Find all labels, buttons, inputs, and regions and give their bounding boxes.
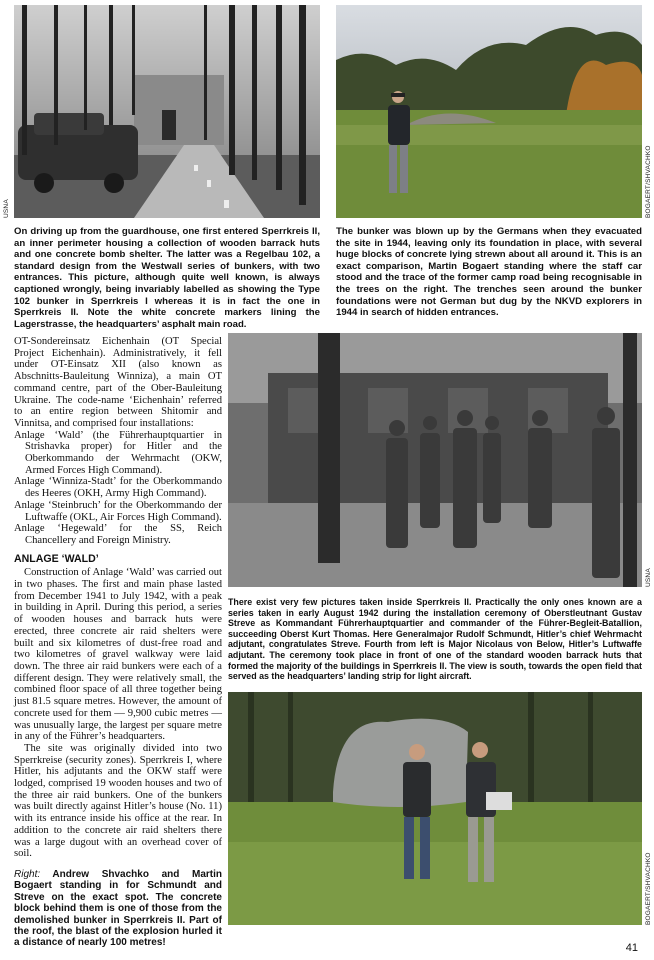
comparison-photo-graphic bbox=[228, 692, 642, 925]
photo-credit: BOGAERT/SHVACHKO bbox=[645, 852, 652, 925]
photo-credit: USNA bbox=[645, 568, 652, 587]
caption-top-right: The bunker was blown up by the Germans when they evacuated the site in 1944, leaving only its foundation in place, with several huge blocks of concrete lying strewn about all around it. This is an exact comparison, Martin Bogaert standing where the staff car stood and the trace of the former camp road being recognisable in the trees on the right. The trenches seen around the bunker foundations were not German but dug by the NKVD explorers in 1944 in search of hidden entrances. bbox=[336, 226, 642, 319]
installation-item: Anlage ‘Wald’ (the Führerhauptquartier in Strishavka proper) for Hitler and the Oberkommando der Wehrmacht (OKW, Armed Forces High Command). bbox=[14, 429, 222, 476]
caption-top-left: On driving up from the guardhouse, one first entered Sperrkreis II, an inner perimeter housing a collection of wooden barrack huts and one concrete bomb shelter. The latter was a Regelbau 102, a standard design from the Westwall series of bunkers, with two entrances. This picture, although quite well known, is always captioned wrongly, being invariably labelled as showing the Type 102 bunker in Sperrkreis I whereas it is in fact the one in Sperrkreis II. Note the white concrete markers lining the Lagerstrasse, the headquarters’ asphalt main road. bbox=[14, 226, 320, 330]
page-number: 41 bbox=[625, 942, 638, 954]
installation-item: Anlage ‘Hegewald’ for the SS, Reich Chancellery and Foreign Ministry. bbox=[14, 523, 222, 546]
body-column bbox=[14, 336, 222, 949]
caption-right bbox=[14, 869, 222, 949]
caption-right-label: Right: bbox=[14, 868, 41, 880]
bunker-today-graphic bbox=[336, 5, 642, 218]
photo-bunker-today bbox=[336, 5, 642, 218]
section-heading: ANLAGE ‘WALD’ bbox=[14, 552, 99, 565]
installation-item: Anlage ‘Steinbruch’ for the Oberkommando der Luftwaffe (OKL, Air Forces High Command). bbox=[14, 499, 222, 523]
photo-ceremony-1942 bbox=[228, 333, 642, 587]
body-paragraph: The site was originally divided into two Sperrkreise (security zones). Sperrkreis I, where Hitler, his adjutants and the OKW staff were lodged, comprised 19 wooden houses and two of the three air raid bunkers. One of the bunkers was built directly against Hitler’s house (No. 11) with its entrance inside his office at the rear. In addition to the concrete air raid shelters there was a large dugout with an overhead cover of soil. bbox=[14, 742, 222, 860]
caption-middle: There exist very few pictures taken inside Sperrkreis II. Practically the only ones known are a series taken in early August 1942 during the installation ceremony of Oberstleutnant Gustav Streve as Kommandant Führerhauptquartier and commander of the Führer-Begleit-Batallion, succeeding Oberst Kurt Thomas. Here Generalmajor Rudolf Schmundt, Hitler’s chief Wehrmacht adjutant, congratulates Streve. Fourth from left is Major Nicolaus von Below, Hitler’s Luftwaffe adjutant. The ceremony took place in front of one of the standard wooden barrack huts that formed the majority of the buildings in Sperrkreis II. The view is south, towards the open field that served as the headquarters’ landing strip for light aircraft. bbox=[228, 597, 642, 682]
ceremony-photo-graphic bbox=[228, 333, 642, 587]
bunker-photo-graphic bbox=[14, 5, 320, 218]
intro-paragraph: OT-Sondereinsatz Eichenhain (OT Special Project Eichenhain). Administratively, it fell under OT-Einsatz XII (also known as Abschnitts-Bauleitung Winniza), a main OT command centre, part of the Ober-Bauleitung Ukraine. The code-name ‘Eichenhain’ referred to an entire region between Shitomir and Vinnitsa, and comprised four installations: bbox=[14, 336, 222, 429]
caption-right-text: Andrew Shvachko and Martin Bogaert standing in for Schmundt and Streve on the exact spot. The concrete block behind them is one of those from the demolished bunker in Sperrkreis II. Part of the roof, the blast of the explosion hurled it a distance of nearly 100 metres! bbox=[14, 868, 222, 949]
photo-credit: BOGAERT/SHVACHKO bbox=[645, 145, 652, 218]
installation-item: Anlage ‘Winniza-Stadt’ for the Oberkommando des Heeres (OKH, Army High Command). bbox=[14, 476, 222, 500]
photo-comparison-today bbox=[228, 692, 642, 925]
body-paragraph: Construction of Anlage ‘Wald’ was carried out in two phases. The first and main phase lasted from December 1941 to July 1942, with a peak in building in April. During this period, a series of wooden houses and barrack huts were erected, three concrete air raid shelters were built and six kilometres of dust-free road and two kilometres of gravel walkway were laid down. The three air raid bunkers were each of a different design. They were relatively small, the combined floor space of all three together being just 81.5 square metres. However, the amount of concrete used for them — 9,900 cubic metres — was unusually large, the largest per square metre in any of the Führer’s headquarters. bbox=[14, 567, 222, 743]
photo-credit: USNA bbox=[3, 199, 10, 218]
photo-bunker-1942 bbox=[14, 5, 320, 218]
